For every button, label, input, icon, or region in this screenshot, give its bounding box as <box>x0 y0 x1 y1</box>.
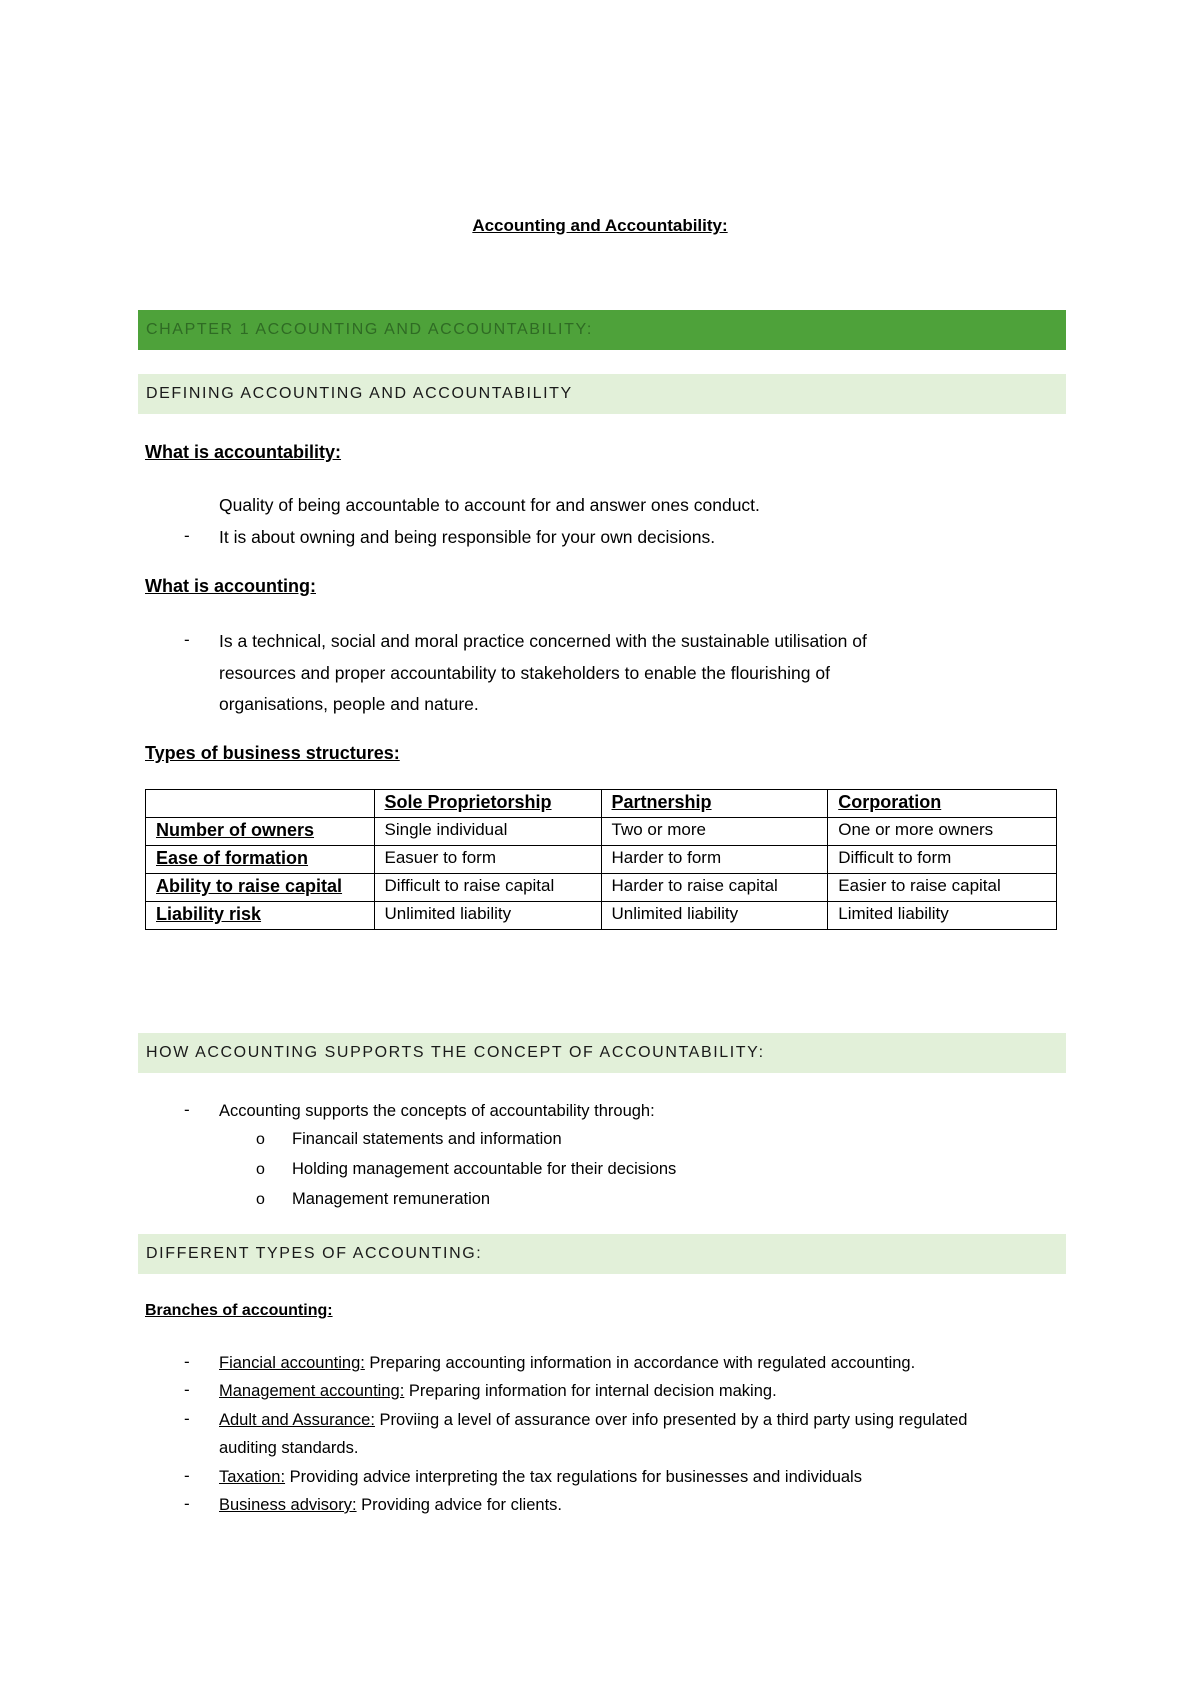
table-cell: Unlimited liability <box>601 902 828 930</box>
table-cell: One or more owners <box>828 818 1057 846</box>
dash-bullet: - <box>184 630 190 649</box>
branch-item <box>219 1463 862 1491</box>
dash-bullet: - <box>184 1409 190 1428</box>
branch-item <box>219 1349 915 1377</box>
table-header-cell: Sole Proprietorship <box>374 790 601 818</box>
branch-desc: Preparing information for internal decision making. <box>404 1382 777 1400</box>
table-row <box>146 846 1057 874</box>
document-title: Accounting and Accountability: <box>472 216 728 235</box>
accounting-definition-line3: organisations, people and nature. <box>219 694 479 714</box>
accounting-definition-line1: Is a technical, social and moral practice concerned with the sustainable utilisation of <box>219 631 867 651</box>
branch-term: Management accounting: <box>219 1382 405 1400</box>
dash-bullet: - <box>184 1380 190 1399</box>
table-row <box>146 902 1057 930</box>
table-cell: Easuer to form <box>374 846 601 874</box>
section-heading-defining: DEFINING ACCOUNTING AND ACCOUNTABILITY <box>138 374 1066 414</box>
accountability-responsibility: It is about owning and being responsible for your own decisions. <box>219 527 716 547</box>
table-cell: Limited liability <box>828 902 1057 930</box>
question-business-structures: Types of business structures: <box>145 743 400 763</box>
branch-term: Adult and Assurance: <box>219 1411 375 1429</box>
branch-item <box>219 1491 562 1519</box>
question-accountability: What is accountability: <box>145 442 342 462</box>
table-row-header: Liability risk <box>146 902 375 930</box>
dash-bullet: - <box>184 526 190 545</box>
branch-desc: Providing advice for clients. <box>356 1496 562 1514</box>
dash-bullet: - <box>184 1352 190 1371</box>
question-accounting: What is accounting: <box>145 576 316 596</box>
supports-item: Financail statements and information <box>292 1130 562 1148</box>
branch-desc: Preparing accounting information in accordance with regulated accounting. <box>364 1354 916 1372</box>
branch-term: Taxation: <box>219 1468 286 1486</box>
table-cell: Difficult to form <box>828 846 1057 874</box>
table-cell: Two or more <box>601 818 828 846</box>
branches-subheading: Branches of accounting: <box>145 1302 333 1319</box>
section-heading-supports: HOW ACCOUNTING SUPPORTS THE CONCEPT OF ACCOUNTABILITY: <box>138 1033 1066 1073</box>
branch-term: Fiancial accounting: <box>219 1354 365 1372</box>
table-row <box>146 874 1057 902</box>
table-row-header: Ability to raise capital <box>146 874 375 902</box>
dash-bullet: - <box>184 1466 190 1485</box>
supports-intro: Accounting supports the concepts of accountability through: <box>219 1102 655 1120</box>
table-row <box>146 818 1057 846</box>
dash-bullet: - <box>184 1494 190 1513</box>
table-row-header: Ease of formation <box>146 846 375 874</box>
table-row-header: Number of owners <box>146 818 375 846</box>
accounting-definition-line2: resources and proper accountability to stakeholders to enable the flourishing of <box>219 663 830 683</box>
circle-bullet-icon: o <box>256 1191 265 1208</box>
branch-term: Business advisory: <box>219 1496 357 1514</box>
accountability-definition: Quality of being accountable to account for and answer ones conduct. <box>219 495 760 515</box>
table-cell: Harder to raise capital <box>601 874 828 902</box>
table-header-row <box>146 790 1057 818</box>
supports-item: Holding management accountable for their decisions <box>292 1160 677 1178</box>
dash-bullet: - <box>184 1100 190 1119</box>
table-cell: Harder to form <box>601 846 828 874</box>
section-heading-types: DIFFERENT TYPES OF ACCOUNTING: <box>138 1234 1066 1274</box>
circle-bullet-icon: o <box>256 1131 265 1148</box>
branch-item <box>219 1406 967 1434</box>
table-header-cell: Partnership <box>601 790 828 818</box>
branch-desc: Proviing a level of assurance over info presented by a third party using regulated <box>374 1411 968 1429</box>
table-header-cell <box>146 790 375 818</box>
table-cell: Single individual <box>374 818 601 846</box>
branch-item-continuation: auditing standards. <box>219 1439 359 1457</box>
business-structures-table <box>145 789 1057 930</box>
table-cell: Unlimited liability <box>374 902 601 930</box>
table-cell: Easier to raise capital <box>828 874 1057 902</box>
circle-bullet-icon: o <box>256 1161 265 1178</box>
branch-item <box>219 1377 777 1405</box>
branch-desc: Providing advice interpreting the tax regulations for businesses and individuals <box>285 1468 862 1486</box>
table-header-cell: Corporation <box>828 790 1057 818</box>
chapter-heading: CHAPTER 1 ACCOUNTING AND ACCOUNTABILITY: <box>138 310 1066 350</box>
supports-item: Management remuneration <box>292 1190 491 1208</box>
table-cell: Difficult to raise capital <box>374 874 601 902</box>
